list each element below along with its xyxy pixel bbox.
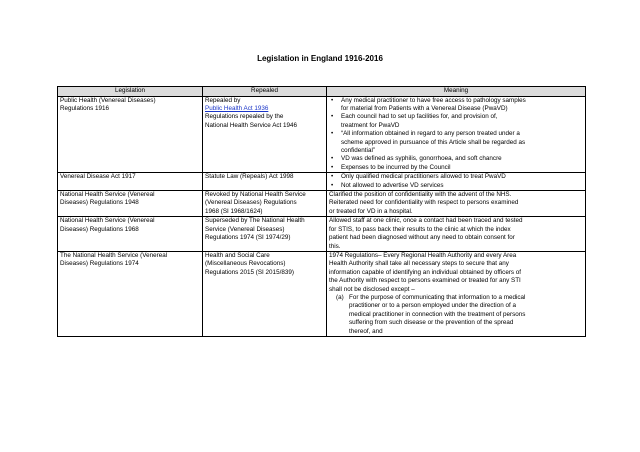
text-line: National Health Service Act 1946 [205, 121, 298, 129]
text-line: Regulations repealed by the [205, 113, 284, 121]
text-line: National Health Service (Venereal [60, 217, 155, 225]
text-line: Clarified the position of confidentiality with the advent of the NHS. [329, 191, 512, 199]
list-item [329, 130, 583, 155]
legislation-cell [58, 217, 203, 252]
text-line: Repealed by [205, 96, 241, 104]
text-line: National Health Service (Venereal [60, 191, 155, 199]
table-row [58, 96, 586, 173]
meaning-cell [327, 217, 586, 252]
meaning-cell [327, 173, 586, 191]
public-health-act-1936-link[interactable]: Public Health Act 1936 [205, 105, 269, 112]
text-line: scheme approved in pursuance of this Article shall be regarded as [341, 138, 526, 146]
text-line: Expenses to be incurred by the Council [341, 163, 451, 171]
text-line: this. [329, 242, 341, 250]
text-line: medical practitioner in connection with the treatment of persons [349, 310, 526, 318]
text-line: Health and Social Care [205, 251, 270, 259]
text-line: Venereal Disease Act 1917 [60, 173, 136, 181]
text-line: for STIS, to pass back their results to the clinic at which the index [329, 225, 511, 233]
text-line: Health Authority shall take all necessary steps to secure that any [329, 260, 509, 268]
text-line: confidential” [341, 147, 375, 155]
header-repealed: Repealed [203, 87, 327, 97]
meaning-bullet-list [329, 173, 583, 190]
meaning-cell [327, 191, 586, 217]
meaning-cell [327, 96, 586, 173]
text-line: Public Health (Venereal Diseases) [60, 96, 156, 104]
table-row [58, 191, 586, 217]
list-item [329, 173, 583, 181]
legislation-table [57, 86, 586, 337]
text-line: “All information obtained in regard to any person treated under a [341, 130, 520, 138]
text-line: VD was defined as syphilis, gonorrhoea, and soft chancre [341, 155, 502, 163]
list-item [329, 182, 583, 190]
table-header-row [58, 87, 586, 97]
repealed-cell [203, 191, 327, 217]
text-line: Any medical practitioner to have free access to pathology samples [341, 96, 526, 104]
legislation-cell [58, 173, 203, 191]
repealed-cell [203, 217, 327, 252]
bullet-icon: • [331, 96, 334, 104]
text-line: Only qualified medical practitioners allowed to treat PwaVD [341, 173, 506, 181]
repealed-cell [203, 173, 327, 191]
text-line: Diseases) Regulations 1948 [60, 199, 139, 207]
text-line: 1968 (SI 1968/1624) [205, 207, 263, 215]
text-line: Regulations 1916 [60, 105, 110, 112]
bullet-icon: • [331, 155, 334, 163]
bullet-icon: • [331, 130, 334, 138]
bullet-icon: • [331, 163, 334, 171]
table-row [58, 217, 586, 252]
legislation-cell [58, 96, 203, 173]
text-line: 1974 Regulations– Every Regional Health Authority and every Area [329, 251, 517, 259]
meaning-bullet-list [329, 97, 583, 173]
text-line: information capable of identifying an individual obtained by officers of [329, 268, 522, 276]
legislation-cell [58, 191, 203, 217]
text-line: treatment for PwaVD [341, 121, 400, 129]
text-line: for material from Patients with a Venereal Disease (PwaVD) [341, 105, 508, 112]
repealed-cell [203, 251, 327, 336]
header-meaning: Meaning [327, 87, 586, 97]
text-line: patient had been diagnosed without any need to obtain consent for [329, 234, 515, 242]
text-line: the Authority with respect to persons examined or treated for any STI [329, 277, 521, 285]
text-line: Service (Venereal Diseases) [205, 225, 285, 233]
sub-clause-a [329, 294, 583, 336]
list-item [329, 164, 583, 172]
text-line: Diseases) Regulations 1974 [60, 260, 139, 268]
text-line: suffering from such disease or the prevention of the spread [349, 319, 514, 327]
bullet-icon: • [331, 113, 334, 121]
text-line: Not allowed to advertise VD services [341, 181, 444, 189]
bullet-icon: • [331, 173, 334, 181]
text-line: Diseases) Regulations 1968 [60, 225, 139, 233]
text-line: (Miscellaneous Revocations) [205, 260, 286, 268]
text-line: Regulations 1974 (SI 1974/29) [205, 234, 291, 242]
text-line: Revoked by National Health Service [205, 191, 306, 199]
table-row [58, 251, 586, 336]
text-line: shall not be disclosed except – [329, 285, 415, 293]
header-legislation: Legislation [58, 87, 203, 97]
text-line: or treated for VD in a hospital. [329, 207, 413, 215]
list-item [329, 155, 583, 163]
text-line: Allowed staff at one clinic, once a contact had been traced and tested [329, 217, 523, 225]
list-item [329, 113, 583, 130]
text-line: Reiterated need for confidentiality with respect to persons examined [329, 199, 519, 207]
sub-clause-marker: (a) [336, 293, 344, 301]
text-line: Regulations 2015 (SI 2015/839) [205, 268, 294, 276]
text-line: practitioner or to a person employed under the direction of a [349, 302, 516, 310]
text-line: Superseded by The National Health [205, 217, 305, 225]
bullet-icon: • [331, 181, 334, 189]
text-line: For the purpose of communicating that information to a medical [349, 293, 526, 301]
list-item [329, 97, 583, 114]
document-title: Legislation in England 1916-2016 [257, 54, 383, 63]
repealed-cell [203, 96, 327, 173]
text-line: Statute Law (Repeals) Act 1998 [205, 173, 294, 181]
legislation-cell [58, 251, 203, 336]
text-line: The National Health Service (Venereal [60, 251, 168, 259]
meaning-cell [327, 251, 586, 336]
text-line: (Venereal Diseases) Regulations [205, 199, 297, 207]
text-line: thereof, and [349, 327, 383, 335]
text-line: Each council had to set up facilities for, and provision of, [341, 113, 498, 121]
table-row [58, 173, 586, 191]
